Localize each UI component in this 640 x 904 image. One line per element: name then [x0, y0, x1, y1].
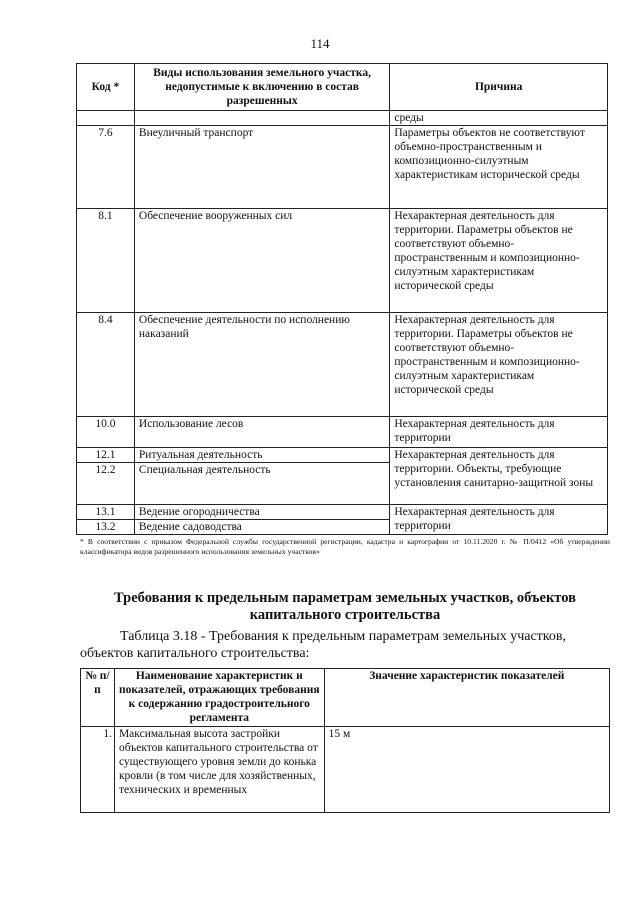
continuation-row — [77, 111, 608, 126]
row-value: 15 м — [324, 727, 609, 813]
footnote: * В соответствии с приказом Федеральной службы государственной регистрации, кадастра и картографии от 10.11.2020 г. № П/0412 «Об утверждении классификатора видов разрешенного использования земельных участков» — [80, 537, 610, 556]
row-code: 8.4 — [77, 313, 135, 417]
table-row — [77, 126, 608, 209]
row-reason-merged: Нехарактерная деятельность для территории. Объекты, требующие установления санитарно-защитной зоны — [390, 448, 608, 505]
header-value: Значение характеристик показателей — [324, 669, 609, 727]
row-use: Ведение огородничества — [134, 505, 389, 520]
row-code: 12.2 — [77, 463, 135, 505]
table-header-row — [81, 669, 610, 727]
row-code: 13.2 — [77, 520, 135, 535]
row-use: Обеспечение деятельности по исполнению наказаний — [134, 313, 389, 417]
header-code: Код * — [77, 64, 135, 111]
table-row — [77, 448, 608, 463]
table-row — [77, 209, 608, 313]
header-use: Виды использования земельного участка, недопустимые к включению в состав разрешенных — [134, 64, 389, 111]
row-reason: Параметры объектов не соответствуют объемно-пространственным и композиционно-силуэтным характеристикам исторической среды — [390, 126, 608, 209]
table-caption: Таблица 3.18 - Требования к предельным параметрам земельных участков, объектов капитального строительства: — [80, 629, 566, 661]
row-code: 13.1 — [77, 505, 135, 520]
row-reason: Нехарактерная деятельность для территории — [390, 417, 608, 448]
parameters-table — [80, 668, 610, 813]
table-row — [81, 727, 610, 813]
row-use: Обеспечение вооруженных сил — [134, 209, 389, 313]
row-reason: Нехарактерная деятельность для территории. Параметры объектов не соответствуют объемно-пространственным и композиционно-силуэтным характеристикам исторической среды — [390, 209, 608, 313]
row-code: 12.1 — [77, 448, 135, 463]
row-code: 7.6 — [77, 126, 135, 209]
row-use: Ведение садоводства — [134, 520, 389, 535]
row-use: Использование лесов — [134, 417, 389, 448]
section-title: Требования к предельным параметрам земельных участков, объектов капитального строительства — [114, 590, 576, 623]
row-name: Максимальная высота застройки объектов капитального строительства от существующего уровня земли до конька кровли (в том числе для хозяйственных, технических и временных — [114, 727, 324, 813]
row-num: 1. — [81, 727, 115, 813]
row-use: Ритуальная деятельность — [134, 448, 389, 463]
header-num: № п/п — [81, 669, 115, 727]
row-reason: Нехарактерная деятельность для территории. Параметры объектов не соответствуют объемно-пространственным и композиционно-силуэтным характеристикам исторической среды — [390, 313, 608, 417]
row-code: 8.1 — [77, 209, 135, 313]
row-code: 10.0 — [77, 417, 135, 448]
row-use: Специальная деятельность — [134, 463, 389, 505]
table-row — [77, 417, 608, 448]
page-number: 114 — [310, 36, 330, 51]
reason-continuation: среды — [390, 111, 608, 126]
table-row — [77, 505, 608, 520]
row-reason-merged: Нехарактерная деятельность для территории — [390, 505, 608, 535]
prohibited-uses-table — [76, 63, 608, 535]
table-row — [77, 313, 608, 417]
header-name: Наименование характеристик и показателей, отражающих требования к содержанию градостроительного регламента — [114, 669, 324, 727]
row-use: Внеуличный транспорт — [134, 126, 389, 209]
header-reason: Причина — [390, 64, 608, 111]
table-header-row — [77, 64, 608, 111]
